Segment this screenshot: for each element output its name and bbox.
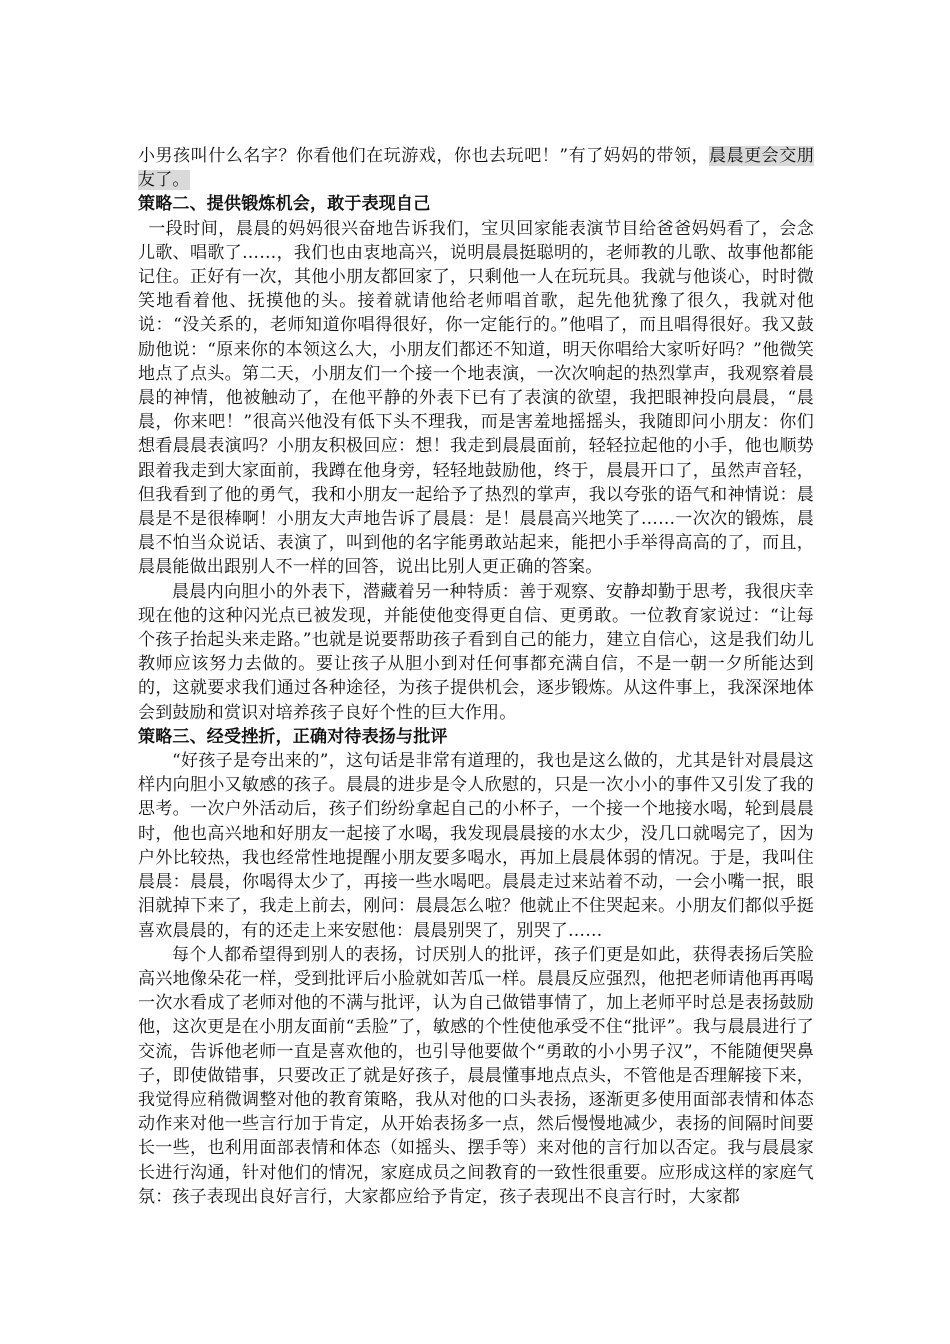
document-page bbox=[138, 144, 814, 1209]
strategy-three-paragraph-1: “好孩子是夸出来的”，这句话是非常有道理的，我也是这么做的，尤其是针对晨晨这样内向胆小又敏感的孩子。晨晨的进步是令人欣慰的，只是一次小小的事件又引发了我的思考。一次户外活动后，孩子们纷纷拿起自己的小杯子，一个接一个地接水喝，轮到晨晨时，他也高兴地和好朋友一起接了水喝，我发现晨晨接的水太少，没几口就喝完了，因为户外比较热，我也经常性地提醒小朋友要多喝水，再加上晨晨体弱的情况。于是，我叫住晨晨：晨晨，你喝得太少了，再接一些水喝吧。晨晨走过来站着不动，一会小嘴一抿，眼泪就掉下来了，我走上前去，刚问：晨晨怎么啦？他就止不住哭起来。小朋友们都似乎挺喜欢晨晨的，有的还走上来安慰他：晨晨别哭了，别哭了…… bbox=[138, 751, 814, 941]
strategy-three-paragraph-2: 每个人都希望得到别人的表扬，讨厌别人的批评，孩子们更是如此，获得表扬后笑脸高兴地像朵花一样，受到批评后小脸就如苦瓜一样。晨晨反应强烈，他把老师请他再再喝一次水看成了老师对他的不满与批评，认为自己做错事情了，加上老师平时总是表扬鼓励他，这次更是在小朋友面前“丢脸”了，敏感的个性使他承受不住“批评”。我与晨晨进行了交流，告诉他老师一直是喜欢他的，也引导他要做个“勇敢的小小男子汉”，不能随便哭鼻子，即使做错事，只要改正了就是好孩子，晨晨懂事地点点头，不管他是否理解接下来，我觉得应稍微调整对他的教育策略，我从对他的口头表扬，逐渐更多使用面部表情和体态动作来对他一些言行加于肯定，从开始表扬多一点，然后慢慢地减少，表扬的间隔时间要长一些，也利用面部表情和体态（如摇头、摆手等）来对他的言行加以否定。我与晨晨家长进行沟通，针对他们的情况，家庭成员之间教育的一致性很重要。应形成这样的家庭气氛：孩子表现出良好言行，大家都应给予肯定，孩子表现出不良言行时，大家都 bbox=[138, 944, 814, 1207]
intro-text: 小男孩叫什么名字？你看他们在玩游戏，你也去玩吧！”有了妈妈的带领， bbox=[138, 146, 710, 166]
strategy-two-paragraph-1: 一段时间，晨晨的妈妈很兴奋地告诉我们，宝贝回家能表演节目给爸爸妈妈看了，会念儿歌、唱歌了……，我们也由衷地高兴，说明晨晨挺聪明的，老师教的儿歌、故事他都能记住。正好有一次，其他小朋友都回家了，只剩他一人在玩玩具。我就与他谈心，时时微笑地看着他、抚摸他的头。接着就请他给老师唱首歌，起先他犹豫了很久，我就对他说：“没关系的，老师知道你唱得很好，你一定能行的。”他唱了，而且唱得很好。我又鼓励他说：“原来你的本领这么大，小朋友们都还不知道，明天你唱给大家听好吗？”他微笑地点了点头。第二天，小朋友们一个接一个地表演，一次次响起的热烈掌声，我观察着晨晨的神情，他被触动了，在他平静的外表下已有了表演的欲望，我把眼神投向晨晨，“晨晨，你来吧！”很高兴他没有低下头不理我，而是害羞地摇摇头，我随即问小朋友：你们想看晨晨表演吗？小朋友积极回应：想！我走到晨晨面前，轻轻拉起他的小手，他也顺势跟着我走到大家面前，我蹲在他身旁，轻轻地鼓励他，终于，晨晨开口了，虽然声音轻，但我看到了他的勇气，我和小朋友一起给予了热烈的掌声，我以夸张的语气和神情说：晨晨是不是很棒啊！小朋友大声地告诉了晨晨：是！晨晨高兴地笑了……一次次的锻炼，晨晨不怕当众说话、表演了，叫到他的名字能勇敢站起来，能把小手举得高高的了，而且，晨晨能做出跟别人不一样的回答，说出比别人更正确的答案。 bbox=[138, 218, 814, 578]
intro-paragraph bbox=[138, 144, 814, 192]
strategy-three-heading: 策略三、经受挫折，正确对待表扬与批评 bbox=[138, 726, 448, 747]
highlighted-text: 晨晨更会交朋友了。 bbox=[138, 146, 814, 191]
strategy-two-heading: 策略二、提供锻炼机会，敢于表现自己 bbox=[138, 194, 431, 215]
strategy-two-paragraph-2: 晨晨内向胆小的外表下，潜藏着另一种特质：善于观察、安静却勤于思考，我很庆幸现在他的这种闪光点已被发现，并能使他变得更自信、更勇敢。一位教育家说过：“让每个孩子抬起头来走路。”也就是说要帮助孩子看到自己的能力，建立自信心，这是我们幼儿教师应该努力去做的。要让孩子从胆小到对任何事都充满自信，不是一朝一夕所能达到的，这就要求我们通过各种途径，为孩子提供机会，逐步锻炼。从这件事上，我深深地体会到鼓励和赏识对培养孩子良好个性的巨大作用。 bbox=[138, 581, 814, 723]
